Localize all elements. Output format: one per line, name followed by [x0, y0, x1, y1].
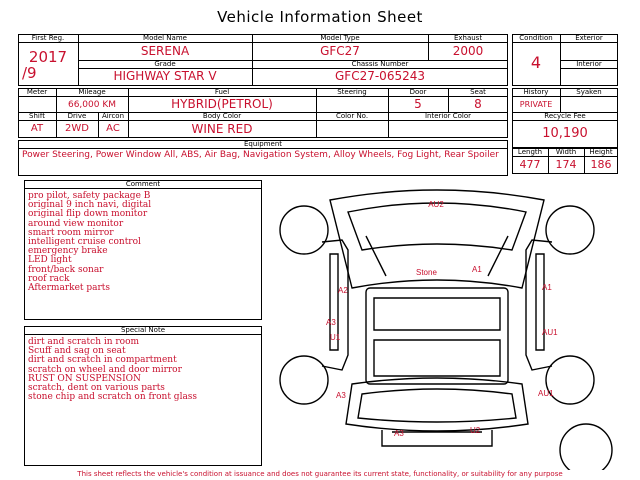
grade-label: Grade	[154, 60, 176, 68]
spare-wheel	[560, 424, 612, 470]
sheet-title: Vehicle Information Sheet	[217, 8, 423, 26]
list-item: RUST ON SUSPENSION	[28, 373, 141, 384]
fuel-value: HYBRID(PETROL)	[171, 97, 273, 111]
mileage-label: Mileage	[78, 88, 106, 96]
color-no-label: Color No.	[335, 112, 369, 120]
recycle-fee-value: 10,190	[542, 126, 588, 141]
damage-mark: U1	[330, 333, 341, 342]
list-item: stone chip and scratch on front glass	[28, 392, 198, 403]
damage-mark: A3	[394, 429, 404, 438]
list-item: Scuff and sag on seat	[28, 346, 126, 357]
list-item: scratch on wheel and door mirror	[28, 364, 182, 375]
damage-mark: Stone	[416, 268, 437, 277]
list-item: original flip down monitor	[28, 209, 148, 220]
model-type-value: GFC27	[320, 44, 360, 58]
first-reg-year: 2017	[28, 48, 68, 66]
damage-mark: AU1	[538, 389, 554, 398]
syaken-label: Syaken	[576, 88, 602, 96]
interior-color-label: Interior Color	[424, 112, 472, 120]
damage-mark: A3	[336, 391, 346, 400]
damage-mark: A1	[472, 265, 482, 274]
seat-label: Seat	[470, 88, 486, 96]
list-item: front/back sonar	[28, 264, 104, 275]
wheel-rear-left	[280, 356, 328, 404]
model-name-value: SERENA	[140, 44, 190, 58]
equipment-text: Power Steering, Power Window All, ABS, Air Bag, Navigation System, Alloy Wheels, Fog Light, Rear Spoiler	[22, 150, 499, 160]
wheel-front-left	[280, 206, 328, 254]
condition-value: 4	[530, 53, 542, 72]
wheel-front-right	[546, 206, 594, 254]
list-item: emergency brake	[28, 246, 108, 257]
length-value: 477	[519, 158, 541, 171]
body-color-value: WINE RED	[191, 122, 253, 136]
door-value: 5	[414, 97, 422, 111]
grade-value: HIGHWAY STAR V	[113, 69, 217, 83]
special-note-label: Special Note	[120, 326, 166, 334]
shift-value: AT	[30, 123, 44, 134]
aircon-label: Aircon	[101, 112, 125, 120]
list-item: smart room mirror	[28, 227, 114, 238]
steering-label: Steering	[337, 88, 367, 96]
length-label: Length	[517, 148, 543, 156]
drive-label: Drive	[67, 112, 87, 120]
list-item: dirt and scratch in room	[28, 337, 140, 347]
height-value: 186	[590, 158, 612, 171]
door-label: Door	[409, 88, 427, 96]
interior-label: Interior	[576, 60, 602, 68]
damage-mark: AU2	[428, 200, 444, 209]
disclaimer-footer: This sheet reflects the vehicle's condition at issuance and does not guarantee its current state, functionality, or suitability for any purpose	[77, 470, 563, 478]
damage-mark: A1	[542, 283, 552, 292]
damage-mark: AU1	[542, 328, 558, 337]
list-item: LED light	[28, 255, 72, 266]
special-note-list	[28, 338, 197, 402]
aircon-value: AC	[106, 123, 120, 134]
chassis-value: GFC27-065243	[335, 69, 425, 83]
recycle-fee-label: Recycle Fee	[544, 112, 586, 120]
meter-label: Meter	[26, 88, 48, 96]
damage-mark: U2	[470, 426, 481, 435]
mileage-value: 66,000 KM	[67, 100, 117, 110]
list-item: dirt and scratch in compartment	[28, 355, 177, 366]
drive-value: 2WD	[65, 123, 89, 134]
comment-label: Comment	[125, 180, 161, 188]
model-name-label: Model Name	[143, 34, 187, 42]
list-item: around view monitor	[28, 218, 124, 229]
fuel-label: Fuel	[214, 88, 230, 96]
seat-value: 8	[474, 97, 482, 111]
height-label: Height	[589, 148, 613, 156]
width-value: 174	[555, 158, 577, 171]
car-damage-diagram	[270, 180, 630, 470]
width-label: Width	[555, 148, 577, 156]
first-reg-month: /9	[22, 64, 37, 82]
exhaust-value: 2000	[452, 44, 484, 58]
damage-mark: A2	[338, 286, 348, 295]
equipment-label: Equipment	[244, 140, 282, 148]
list-item: Aftermarket parts	[28, 283, 111, 294]
list-item: pro pilot, safety package B	[28, 191, 151, 201]
list-item: original 9 inch navi, digital	[28, 200, 152, 211]
comment-list	[28, 192, 151, 293]
list-item: roof rack	[28, 273, 70, 284]
history-value: PRIVATE	[519, 100, 553, 109]
exhaust-label: Exhaust	[453, 34, 483, 42]
list-item: intelligent cruise control	[28, 237, 141, 248]
model-type-label: Model Type	[320, 34, 360, 42]
damage-mark: A3	[326, 318, 336, 327]
history-label: History	[523, 88, 549, 96]
rear-body	[346, 378, 528, 431]
condition-label: Condition	[519, 34, 553, 42]
first-reg-label: First Reg.	[31, 34, 65, 42]
shift-label: Shift	[29, 112, 45, 120]
exterior-label: Exterior	[575, 34, 603, 42]
body-color-label: Body Color	[202, 112, 242, 120]
chassis-label: Chassis Number	[351, 60, 409, 68]
list-item: scratch, dent on various parts	[28, 383, 165, 394]
